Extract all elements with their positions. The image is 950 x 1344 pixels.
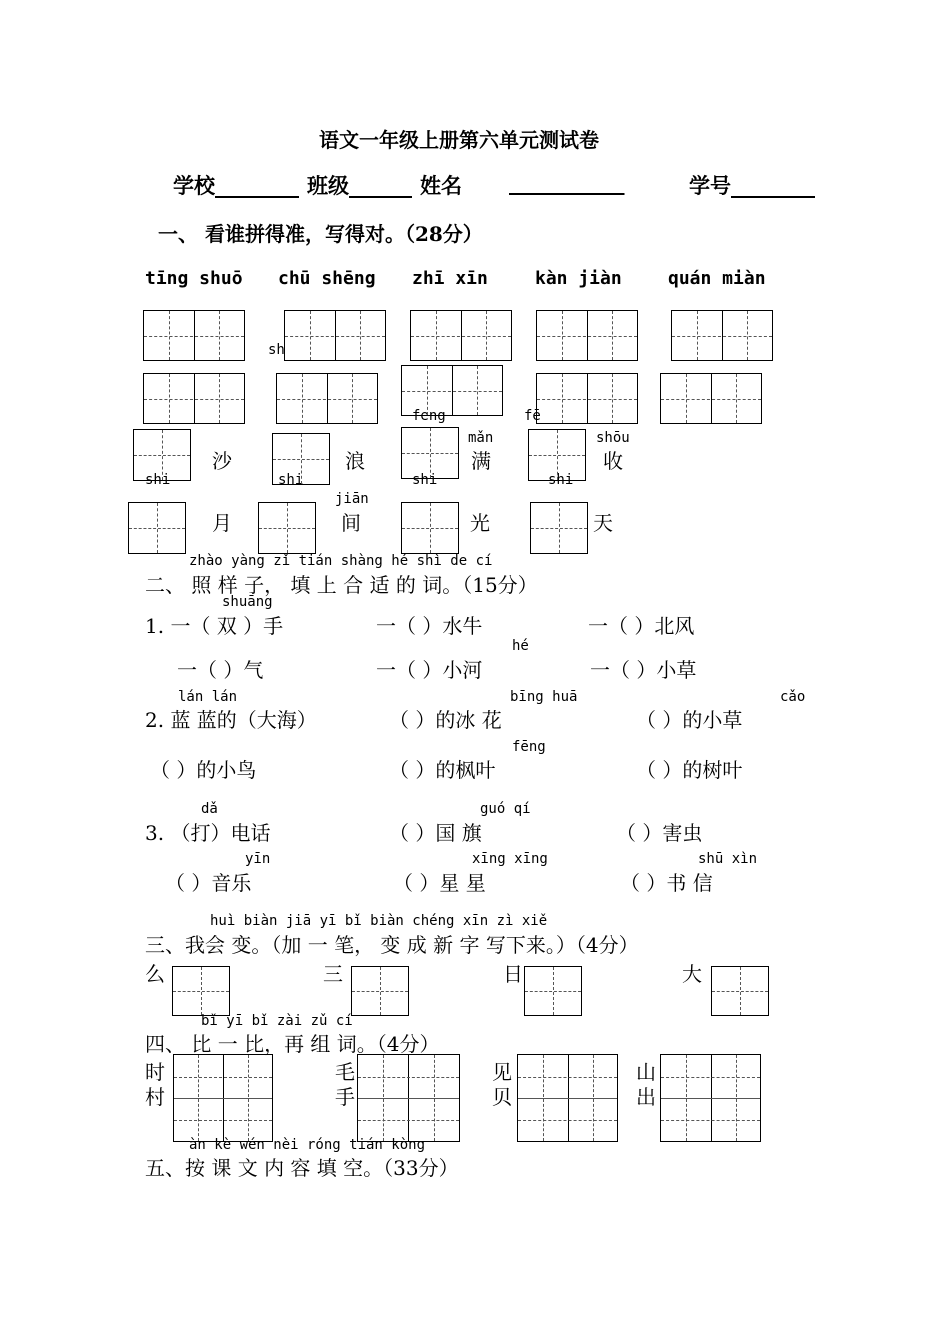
pinyin-1: tīng shuō <box>145 268 243 289</box>
pinyin-label: fēng <box>512 739 546 755</box>
q3-item: （ ）书 信 <box>620 871 713 895</box>
section1-heading: 一、 看谁拼得准，写得对。（28分） <box>158 222 483 246</box>
pinyin-fragment: shi <box>548 472 574 488</box>
pinyin-label: jiān <box>335 491 369 507</box>
writing-grid[interactable] <box>410 310 512 361</box>
pinyin-fragment: shi <box>278 472 304 488</box>
writing-box[interactable] <box>530 502 588 554</box>
pinyin-fragment: sh <box>268 342 285 358</box>
pinyin-fragment: feng <box>412 408 446 424</box>
section2-pinyin: zhào yàng zǐ tián shàng hé shì de cí <box>189 553 493 569</box>
char: 间 <box>341 511 361 535</box>
pinyin-2: chū shēng <box>278 268 376 289</box>
writing-grid[interactable] <box>401 365 503 416</box>
q1-item: 一（ ）水牛 <box>376 614 483 638</box>
q2-item: 2. 蓝 蓝的（大海） <box>145 708 317 732</box>
pinyin-4: kàn jiàn <box>535 268 622 289</box>
char: 日 <box>503 962 523 986</box>
writing-box[interactable] <box>711 966 769 1016</box>
writing-box[interactable] <box>133 429 191 481</box>
char: 满 <box>471 449 491 473</box>
section5-pinyin: àn kè wén nèi róng tián kòng <box>189 1137 426 1153</box>
q2-item: （ ）的小草 <box>636 708 743 732</box>
pinyin-fragment: fē <box>524 408 541 424</box>
char: 沙 <box>212 449 232 473</box>
q1-item: 一（ ）小河 <box>376 658 483 682</box>
q3-item: （ ）国 旗 <box>389 821 482 845</box>
number-field[interactable]: 学号________ <box>689 173 815 198</box>
writing-grid[interactable] <box>660 373 762 424</box>
pinyin-label: yīn <box>245 851 271 867</box>
word-grid[interactable] <box>357 1054 460 1142</box>
word-grid[interactable] <box>660 1054 761 1142</box>
section2-heading: 二、 照 样 子， 填 上 合 适 的 词。（15分） <box>145 573 538 597</box>
writing-box[interactable] <box>351 966 409 1016</box>
pinyin-label: dǎ <box>201 801 218 817</box>
char: 毛 <box>335 1060 355 1084</box>
q1-item: 一（ ）小草 <box>590 658 697 682</box>
pinyin-label: xīng xīng <box>472 851 548 867</box>
pinyin-label: bīng huā <box>510 689 578 705</box>
pinyin-label: shōu <box>596 430 630 446</box>
pinyin-label: shuāng <box>222 594 273 610</box>
writing-box[interactable] <box>401 427 459 479</box>
writing-box[interactable] <box>401 502 459 554</box>
writing-grid[interactable] <box>143 310 245 361</box>
section5-heading: 五、按 课 文 内 容 填 空。（33分） <box>145 1156 459 1180</box>
char: 贝 <box>492 1085 512 1109</box>
q2-item: （ ）的冰 花 <box>389 708 502 732</box>
q3-item: （ ）音乐 <box>165 871 252 895</box>
char: 光 <box>470 511 490 535</box>
q2-item: （ ）的枫叶 <box>389 758 496 782</box>
writing-box[interactable] <box>258 502 316 554</box>
writing-grid[interactable] <box>536 373 638 424</box>
pinyin-3: zhī xīn <box>412 268 488 289</box>
pinyin-fragment: shi <box>145 472 171 488</box>
pinyin-label: mǎn <box>468 430 494 446</box>
char: 山 <box>636 1060 656 1084</box>
writing-grid[interactable] <box>671 310 773 361</box>
name-label: 姓名 <box>420 173 462 198</box>
section3-heading: 三、我会 变。（加 一 笔， 变 成 新 字 写下来。）（4分） <box>145 933 639 957</box>
char: 浪 <box>345 449 365 473</box>
q2-item: （ ）的树叶 <box>636 758 743 782</box>
char: 三 <box>323 962 343 986</box>
pinyin-5: quán miàn <box>668 268 766 289</box>
pinyin-label: guó qí <box>480 801 531 817</box>
writing-box[interactable] <box>528 429 586 481</box>
char: 月 <box>212 511 232 535</box>
class-field[interactable]: 班级______ <box>307 173 412 198</box>
q1-item: 一（ ）北风 <box>588 614 695 638</box>
pinyin-label: cǎo <box>780 689 806 705</box>
name-field[interactable]: ___________ <box>509 170 625 195</box>
char: 么 <box>145 962 165 986</box>
q1-item: 一（ ）气 <box>177 658 264 682</box>
q3-item: （ ）星 星 <box>393 871 486 895</box>
word-grid[interactable] <box>517 1054 618 1142</box>
writing-box[interactable] <box>172 966 230 1016</box>
pinyin-fragment: shi <box>412 472 438 488</box>
writing-box[interactable] <box>524 966 582 1016</box>
q3-item: 3. （打）电话 <box>145 821 271 845</box>
school-field[interactable]: 学校________ <box>173 173 299 198</box>
q2-item: （ ）的小鸟 <box>150 758 257 782</box>
writing-box[interactable] <box>128 502 186 554</box>
page-title: 语文一年级上册第六单元测试卷 <box>319 128 599 152</box>
section3-pinyin: huì biàn jiā yī bǐ biàn chéng xīn zì xiě <box>210 913 548 929</box>
pinyin-label: lán lán <box>178 689 238 705</box>
word-grid[interactable] <box>173 1054 273 1142</box>
char: 见 <box>492 1060 512 1084</box>
char: 村 <box>145 1085 165 1109</box>
writing-grid[interactable] <box>284 310 386 361</box>
char: 天 <box>593 511 613 535</box>
writing-grid[interactable] <box>536 310 638 361</box>
q1-item: 1. 一（ 双 ）手 <box>145 614 284 638</box>
q3-item: （ ）害虫 <box>616 821 703 845</box>
char: 收 <box>603 449 623 473</box>
char: 出 <box>636 1085 656 1109</box>
pinyin-label: shū xìn <box>698 851 758 867</box>
section4-heading: 四、 比 一 比，再 组 词。（4分） <box>145 1032 440 1056</box>
pinyin-label: hé <box>512 638 529 654</box>
writing-grid[interactable] <box>143 373 245 424</box>
char: 手 <box>335 1085 355 1109</box>
writing-box[interactable] <box>272 433 330 485</box>
writing-grid[interactable] <box>276 373 378 424</box>
char: 大 <box>682 962 702 986</box>
section4-pinyin: bǐ yī bǐ zài zǔ cí <box>201 1013 353 1029</box>
char: 时 <box>145 1060 165 1084</box>
